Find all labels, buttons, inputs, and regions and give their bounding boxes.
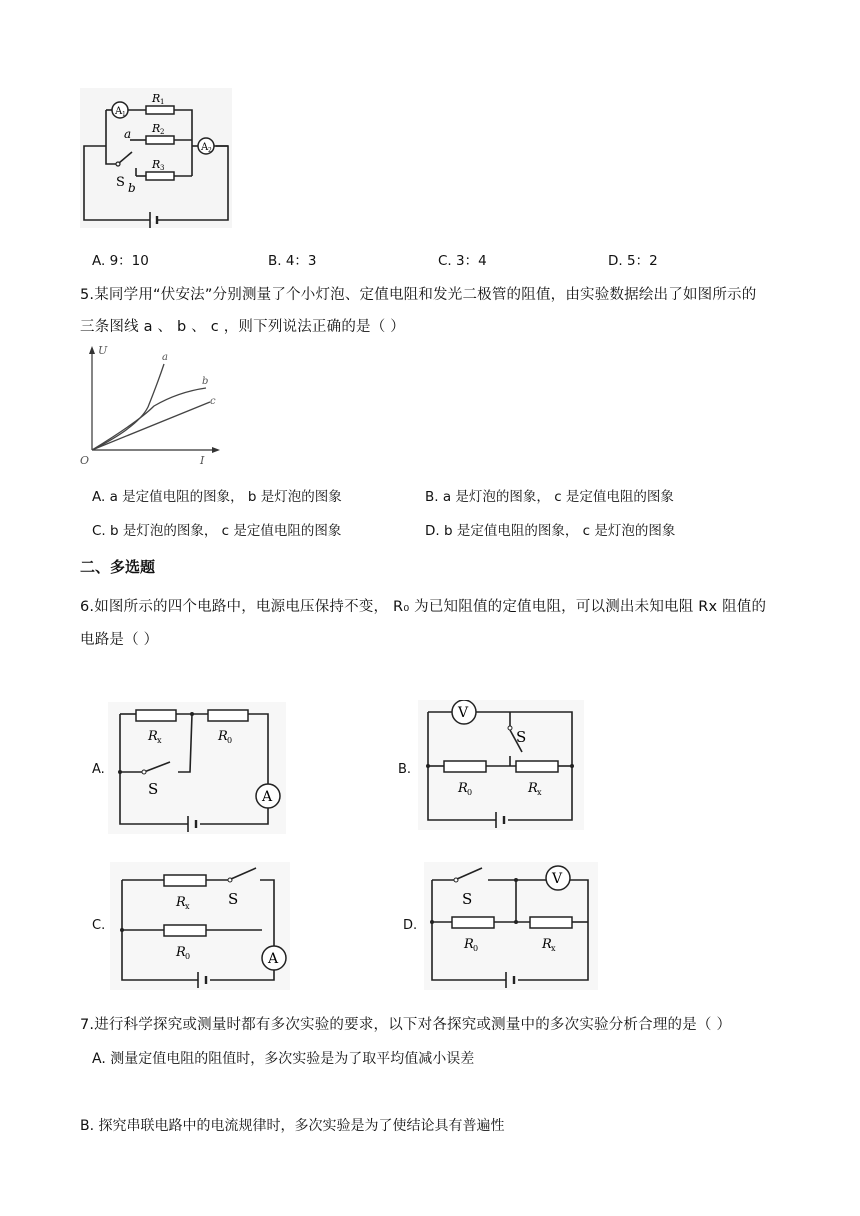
svg-text:R: R xyxy=(176,895,186,910)
svg-text:A: A xyxy=(268,951,279,967)
svg-text:V: V xyxy=(458,705,469,721)
switch-s-label: S xyxy=(116,175,125,190)
svg-text:R: R xyxy=(148,729,158,744)
section-title-multiple-choice: 二、多选题 xyxy=(80,558,156,576)
svg-text:R: R xyxy=(218,729,228,744)
q6-circuit-c xyxy=(110,862,290,990)
svg-text:S: S xyxy=(516,728,527,746)
svg-text:S: S xyxy=(148,780,159,798)
resistor-r1 xyxy=(146,106,174,114)
svg-text:R: R xyxy=(458,781,468,796)
q7-stem: 7.进行科学探究或测量时都有多次实验的要求，以下对各探究或测量中的多次实验分析合理的是（ ） xyxy=(80,1017,732,1033)
ammeter-a1-label: A xyxy=(115,106,123,117)
q6-option-d-label[interactable]: D. xyxy=(403,918,418,933)
resistor-r0 xyxy=(208,710,248,721)
svg-text:x: x xyxy=(157,736,162,745)
svg-text:3: 3 xyxy=(160,164,165,172)
svg-text:R: R xyxy=(528,781,538,796)
svg-text:R: R xyxy=(152,158,161,171)
svg-text:R: R xyxy=(176,945,186,960)
q7-option-b[interactable]: B. 探究串联电路中的电流规律时，多次实验是为了使结论具有普遍性 xyxy=(80,1118,505,1134)
resistor-r0 xyxy=(444,761,486,772)
q5-stem-line1: 5.某同学用“伏安法”分别测量了个小灯泡、定值电阻和发光二极管的阻值，由实验数据绘出了如图所示的 xyxy=(80,287,757,303)
svg-text:0: 0 xyxy=(467,788,473,797)
q5-option-a[interactable]: A. a 是定值电阻的图象， b 是灯泡的图象 xyxy=(92,489,342,505)
q6-option-c-label[interactable]: C. xyxy=(92,918,106,933)
svg-text:V: V xyxy=(552,871,563,887)
q6-option-a-label[interactable]: A. xyxy=(92,762,105,777)
svg-text:c: c xyxy=(210,396,216,407)
svg-text:S: S xyxy=(462,890,473,908)
q5-stem-line2: 三条图线 a 、 b 、 c ，则下列说法正确的是（ ） xyxy=(80,319,405,335)
resistor-rx xyxy=(136,710,176,721)
svg-text:a: a xyxy=(162,352,168,363)
q5-option-d[interactable]: D. b 是定值电阻的图象， c 是灯泡的图象 xyxy=(425,523,676,539)
resistor-r3 xyxy=(146,172,174,180)
svg-text:R: R xyxy=(542,937,552,952)
origin-label: O xyxy=(80,454,90,467)
q4-option-d[interactable]: D. 5：2 xyxy=(608,253,658,269)
resistor-rx xyxy=(516,761,558,772)
svg-text:0: 0 xyxy=(227,736,233,745)
q6-stem-line2: 电路是（ ） xyxy=(80,632,159,648)
q7-option-a[interactable]: A. 测量定值电阻的阻值时，多次实验是为了取平均值减小误差 xyxy=(92,1051,475,1067)
x-axis-label: I xyxy=(200,454,205,467)
q6-circuit-d xyxy=(424,862,598,990)
svg-text:R: R xyxy=(464,937,474,952)
q5-option-b[interactable]: B. a 是灯泡的图象， c 是定值电阻的图象 xyxy=(425,489,674,505)
resistor-r0 xyxy=(164,925,206,936)
svg-text:R: R xyxy=(152,122,161,135)
svg-text:1: 1 xyxy=(160,98,165,106)
svg-text:2: 2 xyxy=(160,128,165,136)
q6-stem-line1: 6.如图所示的四个电路中，电源电压保持不变， R₀ 为已知阻值的定值电阻，可以测出未知电阻 Rx 阻值的 xyxy=(80,599,767,615)
svg-text:x: x xyxy=(185,902,190,911)
svg-text:A: A xyxy=(262,789,273,805)
svg-text:0: 0 xyxy=(185,952,191,961)
svg-text:x: x xyxy=(537,788,542,797)
resistor-rx xyxy=(164,875,206,886)
y-axis-label: U xyxy=(98,344,108,357)
q4-circuit-diagram xyxy=(80,88,232,228)
q6-option-b-label[interactable]: B. xyxy=(398,762,412,777)
terminal-b-label: b xyxy=(128,181,136,195)
q4-option-b[interactable]: B. 4：3 xyxy=(268,253,317,269)
svg-text:x: x xyxy=(551,944,556,953)
svg-text:b: b xyxy=(202,376,209,387)
resistor-rx xyxy=(530,917,572,928)
svg-text:R: R xyxy=(152,92,161,105)
q6-circuit-a xyxy=(108,702,286,834)
svg-text:0: 0 xyxy=(473,944,479,953)
ammeter-a2-label: A xyxy=(201,142,209,153)
q5-ui-graph xyxy=(78,342,228,472)
svg-text:S: S xyxy=(228,890,239,908)
resistor-r2 xyxy=(146,136,174,144)
terminal-a-label: a xyxy=(124,127,132,141)
svg-text:1: 1 xyxy=(122,111,126,118)
q6-circuit-b xyxy=(418,700,584,830)
q4-option-a[interactable]: A. 9：10 xyxy=(92,253,149,269)
q5-option-c[interactable]: C. b 是灯泡的图象， c 是定值电阻的图象 xyxy=(92,523,342,539)
resistor-r0 xyxy=(452,917,494,928)
svg-text:2: 2 xyxy=(208,147,212,154)
q4-option-c[interactable]: C. 3：4 xyxy=(438,253,487,269)
